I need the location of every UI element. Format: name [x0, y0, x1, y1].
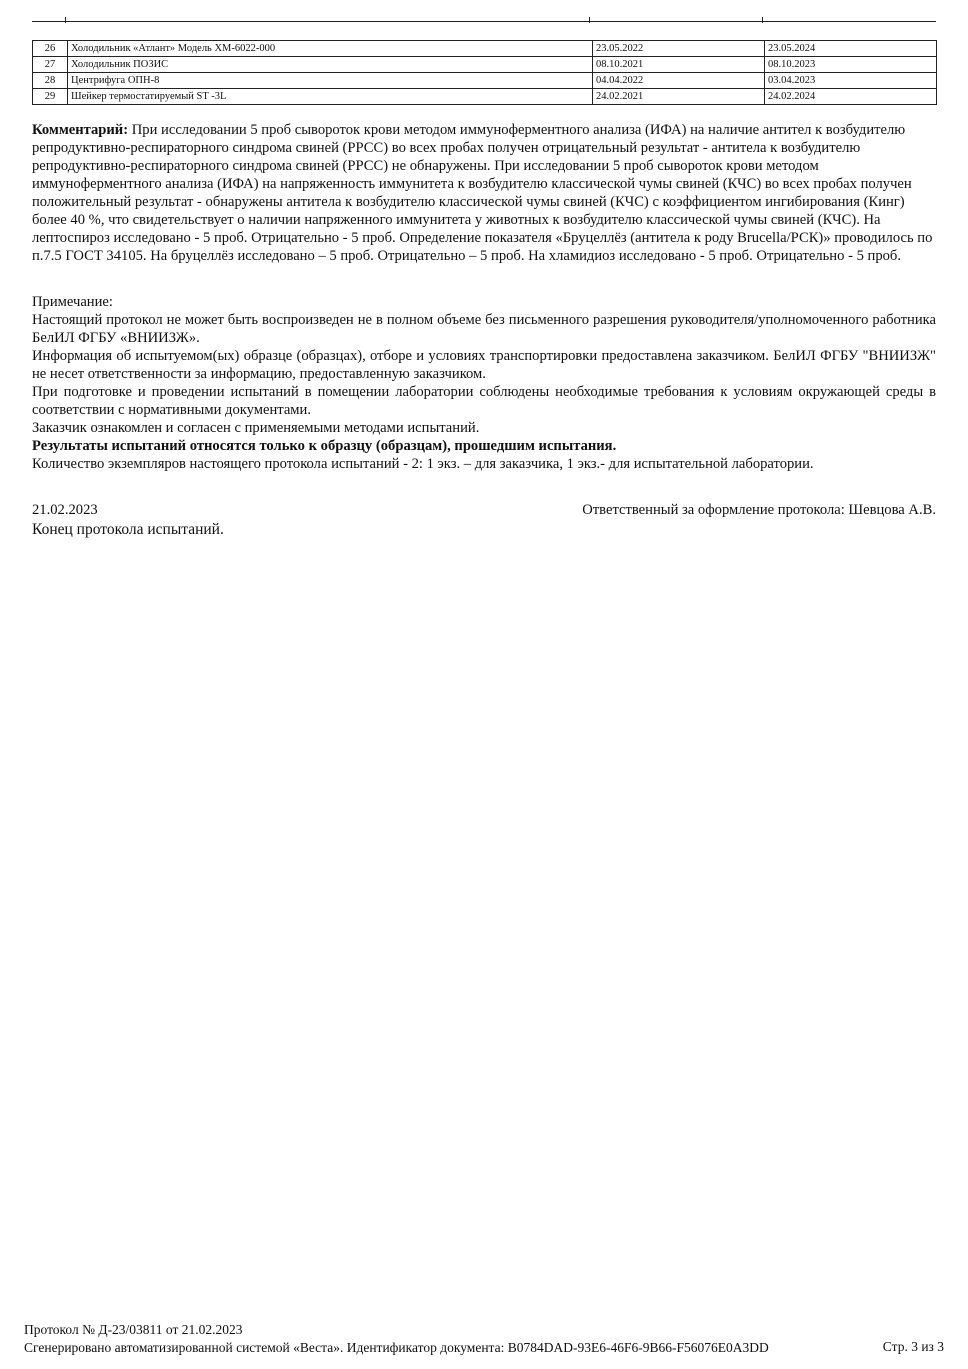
- signature-row: [32, 502, 936, 520]
- note-line: Заказчик ознакомлен и согласен с применяемыми методами испытаний.: [32, 420, 480, 436]
- note-title: Примечание:: [32, 294, 113, 310]
- footer-generated-by: Сгенерировано автоматизированной системой «Веста». Идентификатор документа: B0784DAD-93E6-46F6-9B66-F56076E0A3DD: [24, 1340, 769, 1355]
- equipment-name: Холодильник «Атлант» Модель ХМ-6022-000: [68, 41, 593, 57]
- responsible-person: Ответственный за оформление протокола: Шевцова А.В.: [582, 502, 936, 518]
- table-row: [33, 57, 937, 73]
- row-number: 28: [33, 73, 68, 89]
- verification-date: 08.10.2021: [593, 57, 765, 73]
- top-divider-tick: [65, 17, 66, 23]
- verification-date: 24.02.2021: [593, 89, 765, 105]
- protocol-date: 21.02.2023: [32, 502, 98, 518]
- verification-date: 04.04.2022: [593, 73, 765, 89]
- copies-note: Количество экземпляров настоящего протокола испытаний - 2: 1 экз. – для заказчика, 1 экз.- для испытательной лаборатории.: [32, 456, 814, 472]
- page-number: Стр. 3 из 3: [882, 1339, 944, 1354]
- top-divider: [32, 21, 936, 22]
- row-number: 29: [33, 89, 68, 105]
- equipment-name: Шейкер термостатируемый ST -3L: [68, 89, 593, 105]
- equipment-table: [32, 40, 937, 105]
- end-of-protocol: Конец протокола испытаний.: [32, 521, 224, 538]
- valid-until-date: 24.02.2024: [765, 89, 937, 105]
- table-row: [33, 89, 937, 105]
- equipment-name: Центрифуга ОПН-8: [68, 73, 593, 89]
- note-section: [32, 293, 936, 473]
- note-line: Настоящий протокол не может быть воспроизведен не в полном объеме без письменного разрешения руководителя/уполномоченного работника БелИЛ ФГБУ «ВНИИЗЖ».: [32, 312, 936, 346]
- top-divider-tick: [762, 17, 763, 23]
- comment-label: Комментарий:: [32, 122, 129, 138]
- footer-protocol-number: Протокол № Д-23/03811 от 21.02.2023: [24, 1322, 243, 1337]
- equipment-name: Холодильник ПОЗИС: [68, 57, 593, 73]
- results-note: Результаты испытаний относятся только к образцу (образцам), прошедшим испытания.: [32, 438, 617, 454]
- verification-date: 23.05.2022: [593, 41, 765, 57]
- row-number: 26: [33, 41, 68, 57]
- table-row: [33, 73, 937, 89]
- note-line: При подготовке и проведении испытаний в помещении лаборатории соблюдены необходимые требования к условиям окружающей среды в соответствии с нормативными документами.: [32, 384, 936, 418]
- top-divider-tick: [589, 17, 590, 23]
- valid-until-date: 08.10.2023: [765, 57, 937, 73]
- valid-until-date: 03.04.2023: [765, 73, 937, 89]
- comment-text: При исследовании 5 проб сывороток крови методом иммуноферментного анализа (ИФА) на наличие антител к возбудителю репродуктивно-респираторного синдрома свиней (РРСС) во всех пробах получен отрицательный результат - антитела к возбудителю репродуктивно-респираторного синдрома свиней (РРСС) не обнаружены. При исследовании 5 проб сывороток крови методом иммуноферментного анализа (ИФА) на напряженность иммунитета к возбудителю классической чумы свиней (КЧС) во всех пробах получен положительный результат - обнаружены антитела к возбудителю классической чумы свиней (КЧС) с коэффициентом ингибирования (Кинг) более 40 %, что свидетельствует о наличии напряженного иммунитета у животных к возбудителю классической чумы свиней (КЧС). На лептоспироз исследовано - 5 проб. Отрицательно - 5 проб. Определение показателя «Бруцеллёз (антитела к роду Brucella/РСК)» проводилось по п.7.5 ГОСТ 34105. На бруцеллёз исследовано – 5 проб. Отрицательно – 5 проб. На хламидиоз исследовано - 5 проб. Отрицательно - 5 проб.: [32, 122, 933, 264]
- row-number: 27: [33, 57, 68, 73]
- note-line: Информация об испытуемом(ых) образце (образцах), отборе и условиях транспортировки предоставлена заказчиком. БелИЛ ФГБУ "ВНИИЗЖ" не несет ответственности за информацию, предоставленную заказчиком.: [32, 348, 936, 382]
- valid-until-date: 23.05.2024: [765, 41, 937, 57]
- table-row: [33, 41, 937, 57]
- comment-section: [32, 121, 936, 265]
